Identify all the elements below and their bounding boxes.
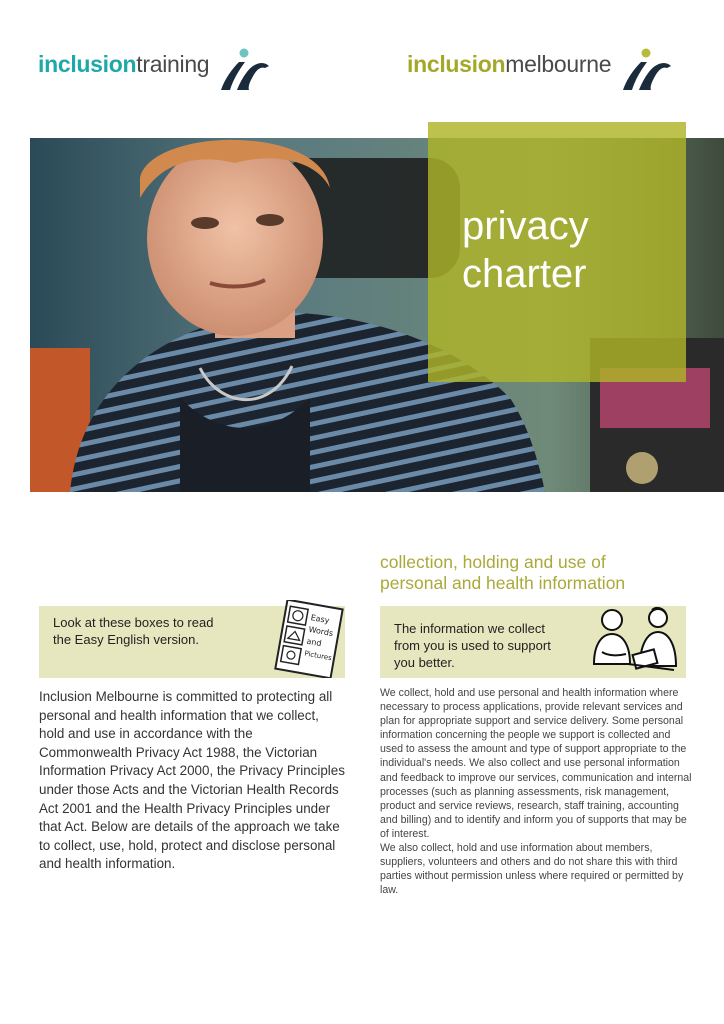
intro-paragraph: Inclusion Melbourne is committed to protecting all personal and health information that we collect, hold and use in accordance with the Commonwealth Privacy Act 1988, the Victorian Information Privacy Act 2000, the Privacy Principles under those Acts and the Victorian Health Records Act 2001 and the Health Privacy Principles under that Act. Below are details of the approach we take to collect, use, hold, protect and disclose personal and health information. [39,689,345,872]
collection-body [380,686,692,897]
title-line2: charter [462,252,587,296]
easy-right-line3: you better. [394,655,455,670]
easy-right-line1: The information we collect [394,621,546,636]
easy-right-line2: from you is used to support [394,638,551,653]
easy-english-text [53,614,213,648]
section-heading-line2: personal and health information [380,573,626,593]
title-overlay [428,122,686,382]
logo-left-bold: inclusion [38,51,137,77]
ii-logo-icon [617,48,675,94]
card-label-2: Words [307,624,334,639]
logo-right-bold: inclusion [407,51,506,77]
easy-english-box-right [380,606,686,678]
easy-left-line2: the Easy English version. [53,632,199,647]
logo-left-light: training [136,51,210,77]
section-heading [380,552,700,594]
collection-paragraph-2: We also collect, hold and use information about members, suppliers, volunteers and others and do not share this with third parties without permission unless where required or permitted by law. [380,842,684,897]
card-label-4: Pictures [303,649,333,663]
collection-paragraph-1: We collect, hold and use personal and health information where necessary to process applications, provide relevant services and plan for appropriate support and service delivery. Some personal information concerning the people we support is collected and used to assess the amount and type of support appropriate to the individual's needs. We also collect and use personal information and feedback to improve our services, communication and internal processes (such as planning assessments, risk management, product and service reviews, research, staff training, accounting and billing) and to identify and inform you of supports that may be of interest. [380,687,692,840]
easy-english-text-right [394,620,551,671]
logo-inclusion-training [38,38,273,88]
title-line1: privacy [462,204,589,248]
logo-right-light: melbourne [505,51,612,77]
card-label-3: and [305,636,323,649]
easy-words-card-icon [271,600,347,678]
easy-english-box [39,606,345,678]
two-people-icon [588,604,684,680]
logo-inclusion-melbourne [407,38,675,88]
card-label-1: Easy [309,613,331,626]
section-heading-line1: collection, holding and use of [380,552,606,572]
easy-left-line1: Look at these boxes to read [53,615,214,630]
ii-logo-icon [215,48,273,94]
page-title [462,202,589,298]
